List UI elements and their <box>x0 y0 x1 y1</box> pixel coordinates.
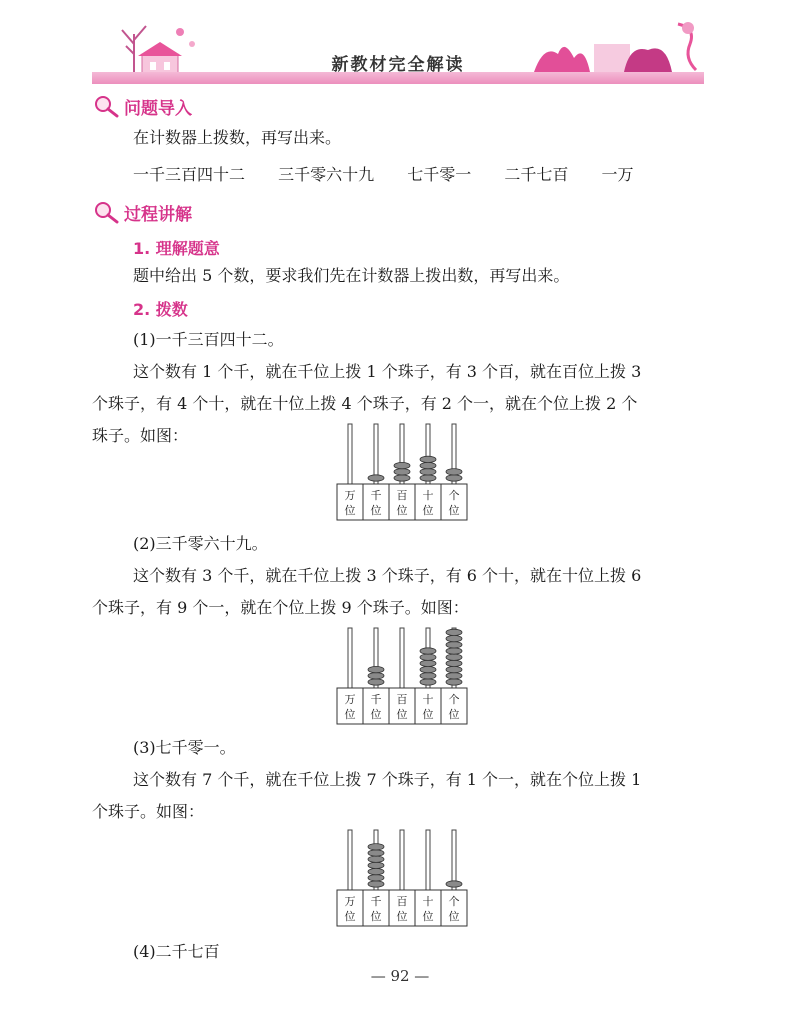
abacus-bead <box>368 679 384 685</box>
place-label: 百 <box>396 693 408 706</box>
place-label: 百 <box>396 489 408 502</box>
problem-line: 这个数有 3 个千，就在千位上拨 3 个珠子，有 6 个十，就在十位上拨 6 <box>133 566 642 585</box>
abacus-bead <box>368 850 384 856</box>
abacus-bead <box>420 654 436 660</box>
section-heading-process <box>92 200 192 224</box>
abacus-rod <box>348 424 352 484</box>
place-label: 个 <box>448 489 460 502</box>
abacus-bead <box>368 856 384 862</box>
place-label: 位 <box>448 708 460 721</box>
abacus-rod <box>426 830 430 890</box>
abacus-bead <box>368 868 384 874</box>
abacus-figure <box>334 828 470 928</box>
number-item: 二千七百 <box>504 165 569 184</box>
abacus-bead <box>420 456 436 462</box>
problem-line: 个珠子，有 4 个十，就在十位上拨 4 个珠子，有 2 个一，就在个位上拨 2 个 <box>92 394 638 413</box>
place-label: 位 <box>344 910 356 923</box>
abacus-bead <box>446 673 462 679</box>
place-label: 十 <box>422 693 434 706</box>
place-label: 万 <box>344 693 356 706</box>
abacus-bead <box>446 654 462 660</box>
abacus-rod <box>400 830 404 890</box>
place-label: 百 <box>396 895 408 908</box>
abacus-bead <box>420 679 436 685</box>
abacus-bead <box>446 881 462 887</box>
abacus-bead <box>420 648 436 654</box>
place-label: 万 <box>344 489 356 502</box>
place-label: 千 <box>370 693 382 706</box>
step1-title: 1. 理解题意 <box>133 239 220 258</box>
section-title: 过程讲解 <box>124 204 192 225</box>
abacus-bead <box>446 629 462 635</box>
abacus-svg <box>334 422 470 522</box>
abacus-bead <box>420 469 436 475</box>
abacus-bead <box>368 666 384 672</box>
abacus-rod <box>348 830 352 890</box>
place-label: 位 <box>370 708 382 721</box>
abacus-bead <box>368 844 384 850</box>
abacus-bead <box>368 881 384 887</box>
abacus-bead <box>368 875 384 881</box>
abacus-svg <box>334 626 470 726</box>
abacus-svg <box>334 828 470 928</box>
place-label: 位 <box>422 504 434 517</box>
abacus-bead <box>446 648 462 654</box>
place-label: 位 <box>448 910 460 923</box>
abacus-figure <box>334 422 470 522</box>
abacus-bead <box>394 462 410 468</box>
problem-label: (2)三千零六十九。 <box>133 534 268 553</box>
place-label: 十 <box>422 489 434 502</box>
magnifier-icon <box>92 200 120 224</box>
section-title: 问题导入 <box>124 98 192 119</box>
step1-text: 题中给出 5 个数，要求我们先在计数器上拨出数，再写出来。 <box>133 266 570 285</box>
problem-line: 这个数有 1 个千，就在千位上拨 1 个珠子，有 3 个百，就在百位上拨 3 <box>133 362 642 381</box>
place-label: 个 <box>448 693 460 706</box>
place-label: 位 <box>396 504 408 517</box>
place-label: 位 <box>448 504 460 517</box>
problem-label: (1)一千三百四十二。 <box>133 330 284 349</box>
section-heading-intro <box>92 94 192 118</box>
place-label: 千 <box>370 489 382 502</box>
problem-line: 个珠子，有 9 个一，就在个位上拨 9 个珠子。如图： <box>92 598 469 617</box>
abacus-bead <box>446 635 462 641</box>
problem-line: 这个数有 7 个千，就在千位上拨 7 个珠子，有 1 个一，就在个位上拨 1 <box>133 770 642 789</box>
place-label: 位 <box>344 504 356 517</box>
abacus-bead <box>420 660 436 666</box>
abacus-bead <box>446 666 462 672</box>
problem-label: (3)七千零一。 <box>133 738 236 757</box>
place-label: 位 <box>396 910 408 923</box>
abacus-bead <box>446 660 462 666</box>
header-title: 新教材完全解读 <box>331 55 465 75</box>
number-list <box>133 162 661 185</box>
number-item: 一千三百四十二 <box>133 165 246 184</box>
abacus-bead <box>446 642 462 648</box>
number-item: 一万 <box>601 165 634 184</box>
page-header <box>92 14 704 86</box>
abacus-bead <box>446 475 462 481</box>
number-item: 七千零一 <box>407 165 472 184</box>
place-label: 位 <box>422 708 434 721</box>
place-label: 万 <box>344 895 356 908</box>
page-number: — 92 — <box>370 967 430 985</box>
abacus-bead <box>446 469 462 475</box>
problem-line: 珠子。如图： <box>92 426 189 445</box>
abacus-bead <box>420 462 436 468</box>
problem-line: 个珠子。如图： <box>92 802 205 821</box>
place-label: 位 <box>370 504 382 517</box>
place-label: 个 <box>448 895 460 908</box>
place-label: 位 <box>344 708 356 721</box>
abacus-bead <box>446 679 462 685</box>
number-item: 三千零六十九 <box>278 165 375 184</box>
place-label: 位 <box>396 708 408 721</box>
place-label: 位 <box>370 910 382 923</box>
abacus-bead <box>394 475 410 481</box>
abacus-rod <box>348 628 352 688</box>
abacus-figure <box>334 626 470 726</box>
abacus-bead <box>420 673 436 679</box>
abacus-bead <box>420 475 436 481</box>
intro-prompt: 在计数器上拨数，再写出来。 <box>133 128 342 147</box>
abacus-bead <box>420 666 436 672</box>
abacus-bead <box>394 469 410 475</box>
place-label: 位 <box>422 910 434 923</box>
problem-label: (4)二千七百 <box>133 942 220 961</box>
abacus-bead <box>368 475 384 481</box>
abacus-bead <box>368 862 384 868</box>
place-label: 十 <box>422 895 434 908</box>
step2-title: 2. 拨数 <box>133 300 188 319</box>
abacus-bead <box>368 673 384 679</box>
abacus-rod <box>400 628 404 688</box>
place-label: 千 <box>370 895 382 908</box>
magnifier-icon <box>92 94 120 118</box>
